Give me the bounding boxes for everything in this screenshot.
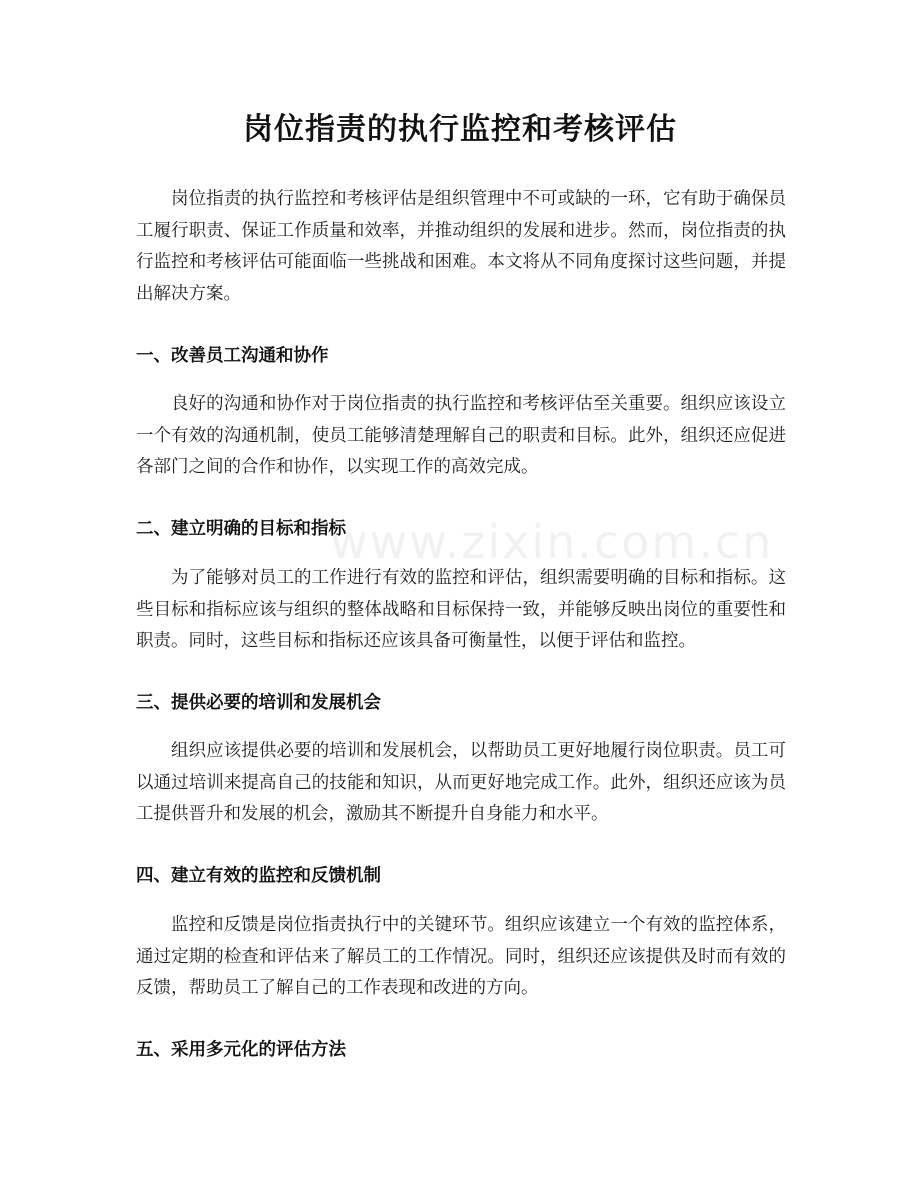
section-2-body	[136, 563, 786, 658]
section-4-body	[136, 910, 786, 1005]
section-paragraph: 监控和反馈是岗位指责执行中的关键环节。组织应该建立一个有效的监控体系，通过定期的检查和评估来了解员工的工作情况。同时，组织还应该提供及时而有效的反馈，帮助员工了解自己的工作表现和改进的方向。	[136, 915, 786, 999]
section-heading: 一、改善员工沟通和协作	[136, 346, 329, 366]
intro-paragraph: 岗位指责的执行监控和考核评估是组织管理中不可或缺的一环，它有助于确保员工履行职责、保证工作质量和效率，并推动组织的发展和进步。然而，岗位指责的执行监控和考核评估可能面临一些挑战和困难。本文将从不同角度探讨这些问题，并提出解决方案。	[136, 189, 786, 304]
section-3-body	[136, 736, 786, 831]
section-4	[136, 861, 786, 891]
section-2	[136, 514, 786, 544]
watermark: www.zixin.com.cn	[330, 515, 774, 569]
section-heading: 四、建立有效的监控和反馈机制	[136, 866, 381, 886]
intro-block	[136, 184, 786, 310]
section-heading: 五、采用多元化的评估方法	[136, 1040, 346, 1060]
section-1	[136, 341, 786, 371]
section-paragraph: 良好的沟通和协作对于岗位指责的执行监控和考核评估至关重要。组织应该设立一个有效的沟通机制，使员工能够清楚理解自己的职责和目标。此外，组织还应促进各部门之间的合作和协作，以实现工作的高效完成。	[136, 394, 786, 478]
section-heading: 三、提供必要的培训和发展机会	[136, 693, 381, 713]
section-paragraph: 组织应该提供必要的培训和发展机会，以帮助员工更好地履行岗位职责。员工可以通过培训来提高自己的技能和知识，从而更好地完成工作。此外，组织还应该为员工提供晋升和发展的机会，激励其不断提升自身能力和水平。	[136, 741, 786, 825]
section-paragraph: 为了能够对员工的工作进行有效的监控和评估，组织需要明确的目标和指标。这些目标和指标应该与组织的整体战略和目标保持一致，并能够反映出岗位的重要性和职责。同时，这些目标和指标还应该具备可衡量性，以便于评估和监控。	[136, 568, 786, 652]
document-title: 岗位指责的执行监控和考核评估	[243, 112, 677, 147]
section-1-body	[136, 389, 786, 484]
section-5	[136, 1035, 786, 1065]
section-3	[136, 688, 786, 718]
section-heading: 二、建立明确的目标和指标	[136, 519, 346, 539]
